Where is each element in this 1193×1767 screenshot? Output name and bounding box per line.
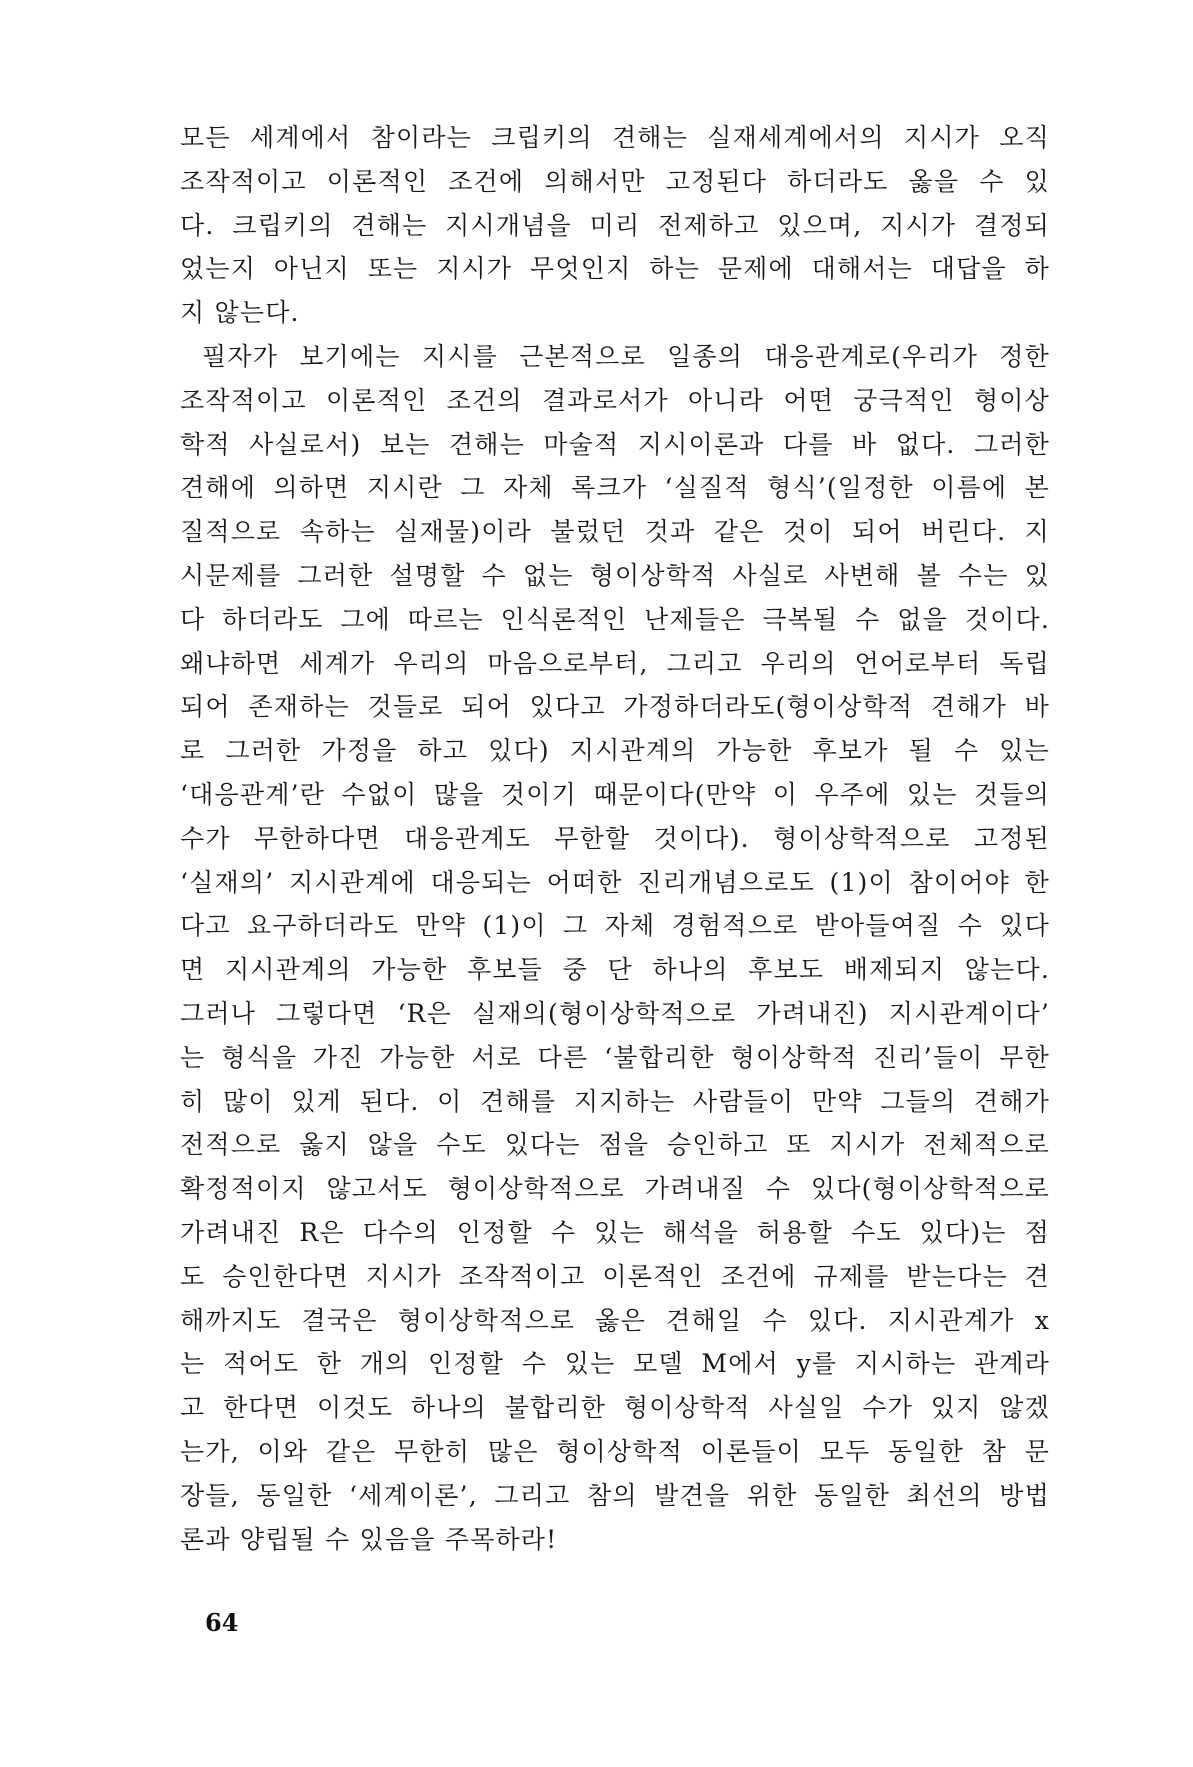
text-line: ‘대응관계’란 수없이 많을 것이기 때문이다(만약 이 우주에 있는 것들의 [180,779,1050,809]
text-line: 해까지도 결국은 형이상학적으로 옳은 견해일 수 있다. 지시관계가 x [180,1305,1050,1335]
text-line: 로 그러한 가정을 하고 있다) 지시관계의 가능한 후보가 될 수 있는 [180,736,1050,766]
text-line: 학적 사실로서) 보는 견해는 마술적 지시이론과 다를 바 없다. 그러한 [180,429,1050,459]
text-line: 장들, 동일한 ‘세계이론’, 그리고 참의 발견을 위한 동일한 최선의 방법 [180,1480,1050,1510]
text-line: 지 않는다. [180,298,300,328]
text-line: 다. 크립키의 견해는 지시개념을 미리 전제하고 있으며, 지시가 결정되 [180,210,1050,240]
text-line: 왜냐하면 세계가 우리의 마음으로부터, 그리고 우리의 언어로부터 독립 [180,648,1050,678]
text-line: 그러나 그렇다면 ‘R은 실재의(형이상학적으로 가려내진) 지시관계이다’ [180,998,1050,1028]
text-line: 조작적이고 이론적인 조건의 결과로서가 아니라 어떤 궁극적인 형이상 [180,385,1050,415]
body-text [180,116,1050,1561]
text-line: 필자가 보기에는 지시를 근본적으로 일종의 대응관계로(우리가 정한 [202,341,1050,371]
text-line: 는가, 이와 같은 무한히 많은 형이상학적 이론들이 모두 동일한 참 문 [180,1436,1050,1466]
text-line: 는 적어도 한 개의 인정할 수 있는 모델 M에서 y를 지시하는 관계라 [180,1349,1050,1379]
text-line: 조작적이고 이론적인 조건에 의해서만 고정된다 하더라도 옳을 수 있 [180,166,1050,196]
text-line: 수가 무한하다면 대응관계도 무한할 것이다). 형이상학적으로 고정된 [180,823,1050,853]
text-line: 면 지시관계의 가능한 후보들 중 단 하나의 후보도 배제되지 않는다. [180,955,1050,985]
text-line: 는 형식을 가진 가능한 서로 다른 ‘불합리한 형이상학적 진리’들이 무한 [180,1042,1050,1072]
text-line: 되어 존재하는 것들로 되어 있다고 가정하더라도(형이상학적 견해가 바 [180,692,1050,722]
text-line: 견해에 의하면 지시란 그 자체 록크가 ‘실질적 형식’(일정한 이름에 본 [180,473,1050,503]
text-line: 었는지 아닌지 또는 지시가 무엇인지 하는 문제에 대해서는 대답을 하 [180,254,1050,284]
text-line: 가려내진 R은 다수의 인정할 수 있는 해석을 허용할 수도 있다)는 점 [180,1217,1050,1247]
text-line: 히 많이 있게 된다. 이 견해를 지지하는 사람들이 만약 그들의 견해가 [180,1086,1050,1116]
text-line: 확정적이지 않고서도 형이상학적으로 가려내질 수 있다(형이상학적으로 [180,1174,1050,1204]
text-line: 다 하더라도 그에 따르는 인식론적인 난제들은 극복될 수 없을 것이다. [180,604,1050,634]
text-line: ‘실재의’ 지시관계에 대응되는 어떠한 진리개념으로도 (1)이 참이어야 한 [180,867,1050,897]
page-number: 64 [205,1608,239,1637]
text-line: 고 한다면 이것도 하나의 불합리한 형이상학적 사실일 수가 있지 않겠 [180,1393,1050,1423]
text-line: 론과 양립될 수 있음을 주목하라! [180,1524,558,1554]
text-line: 모든 세계에서 참이라는 크립키의 견해는 실재세계에서의 지시가 오직 [180,123,1050,152]
text-line: 다고 요구하더라도 만약 (1)이 그 자체 경험적으로 받아들여질 수 있다 [180,911,1050,941]
text-line: 전적으로 옳지 않을 수도 있다는 점을 승인하고 또 지시가 전체적으로 [180,1130,1050,1160]
text-line: 시문제를 그러한 설명할 수 없는 형이상학적 사실로 사변해 볼 수는 있 [180,560,1050,590]
text-line: 도 승인한다면 지시가 조작적이고 이론적인 조건에 규제를 받는다는 견 [180,1261,1050,1291]
text-line: 질적으로 속하는 실재물)이라 불렀던 것과 같은 것이 되어 버린다. 지 [180,517,1050,547]
